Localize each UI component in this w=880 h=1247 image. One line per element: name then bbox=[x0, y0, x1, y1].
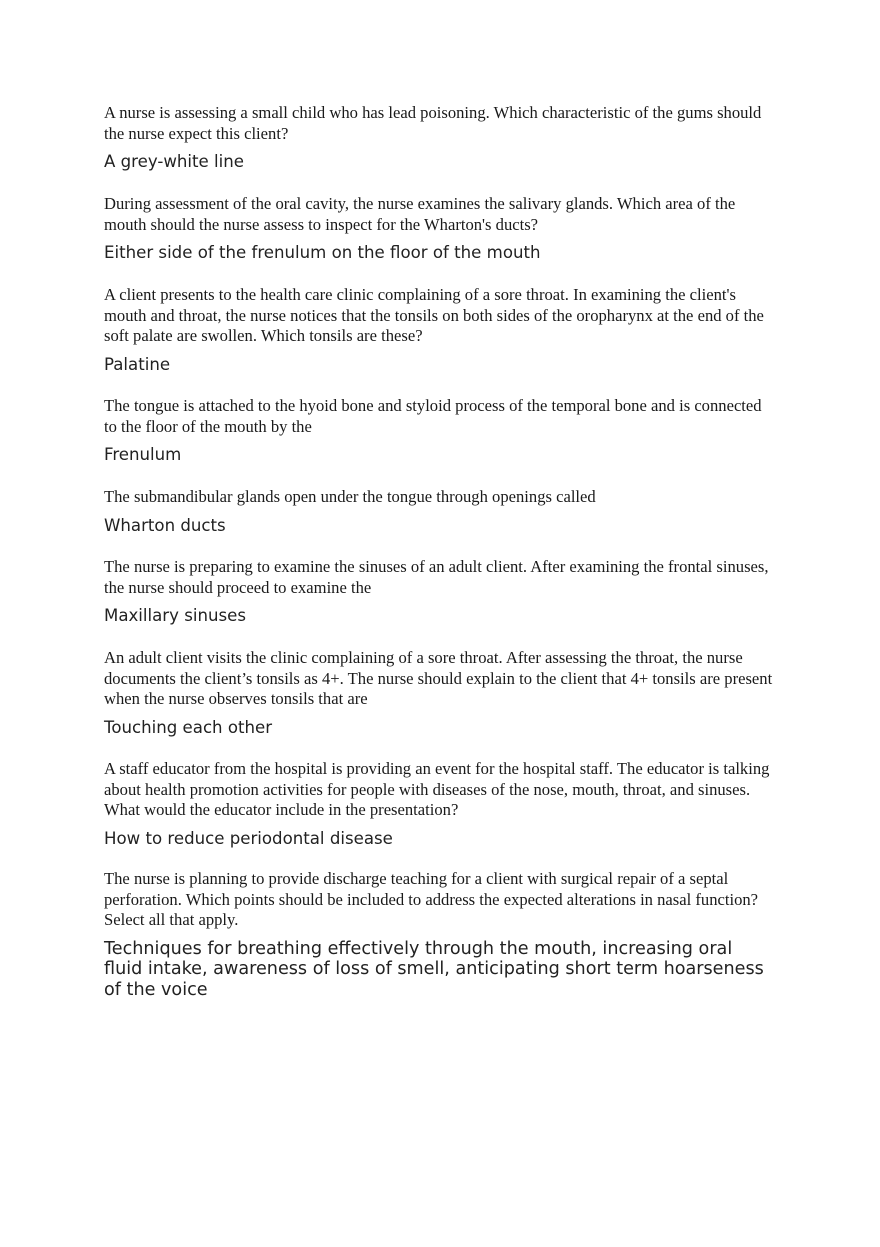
qa-item bbox=[104, 759, 776, 849]
qa-item bbox=[104, 103, 776, 173]
answer-text: Either side of the frenulum on the floor of the mouth bbox=[104, 243, 541, 262]
qa-item bbox=[104, 396, 776, 466]
question-text: The submandibular glands open under the tongue through openings called bbox=[104, 487, 596, 506]
question-text: A staff educator from the hospital is providing an event for the hospital staff. The educator is talking about health promotion activities for people with diseases of the nose, mouth, throat, and sinuses. What would the educator include in the presentation? bbox=[104, 759, 770, 819]
question-text: The tongue is attached to the hyoid bone and styloid process of the temporal bone and is connected to the floor of the mouth by the bbox=[104, 396, 762, 436]
qa-item bbox=[104, 648, 776, 738]
qa-item bbox=[104, 285, 776, 375]
answer-text: Wharton ducts bbox=[104, 515, 226, 535]
question-text: During assessment of the oral cavity, the nurse examines the salivary glands. Which area of the mouth should the nurse assess to inspect for the Wharton's ducts? bbox=[104, 194, 736, 234]
question-text: A client presents to the health care clinic complaining of a sore throat. In examining the client's mouth and throat, the nurse notices that the tonsils on both sides of the oropharynx at the end of the soft palate are swollen. Which tonsils are these? bbox=[104, 285, 764, 345]
question-text: A nurse is assessing a small child who has lead poisoning. Which characteristic of the gums should the nurse expect this client? bbox=[104, 103, 762, 143]
question-text: The nurse is planning to provide discharge teaching for a client with surgical repair of a septal perforation. Which points should be included to address the expected alterations in nasal function? Select all that apply. bbox=[104, 869, 759, 929]
qa-item bbox=[104, 194, 776, 264]
question-text: The nurse is preparing to examine the sinuses of an adult client. After examining the frontal sinuses, the nurse should proceed to examine the bbox=[104, 557, 769, 597]
answer-text: Techniques for breathing effectively through the mouth, increasing oral fluid intake, awareness of loss of smell, anticipating short term hoarseness of the voice bbox=[104, 938, 764, 1000]
answer-text: Maxillary sinuses bbox=[104, 606, 247, 625]
qa-item bbox=[104, 869, 776, 1000]
answer-text: Frenulum bbox=[104, 445, 182, 464]
answer-text: Touching each other bbox=[104, 717, 273, 737]
answer-text: How to reduce periodontal disease bbox=[104, 828, 393, 848]
qa-item bbox=[104, 487, 776, 536]
qa-item bbox=[104, 557, 776, 627]
answer-text: A grey-white line bbox=[104, 152, 244, 171]
question-text: An adult client visits the clinic complaining of a sore throat. After assessing the throat, the nurse documents the client’s tonsils as 4+. The nurse should explain to the client that 4+ tonsils are present when the nurse observes tonsils that are bbox=[104, 648, 773, 708]
answer-text: Palatine bbox=[104, 354, 171, 374]
